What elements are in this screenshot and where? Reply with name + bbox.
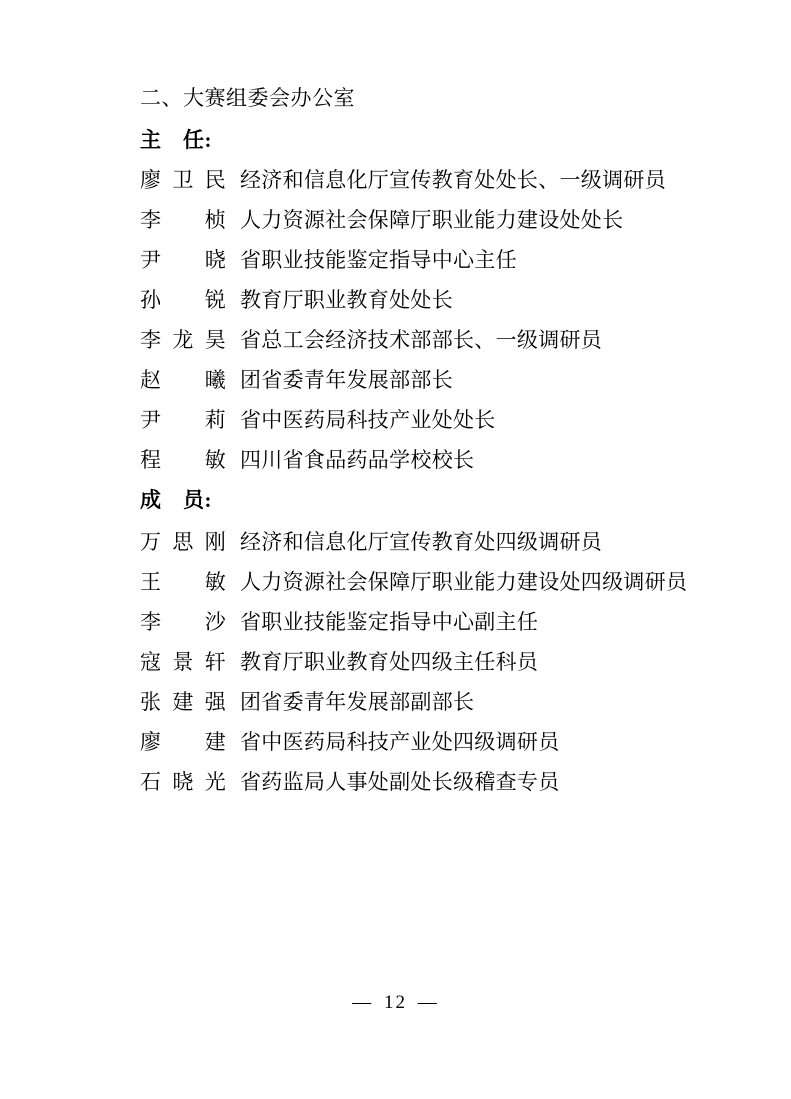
person-name: 赵 曦 xyxy=(140,368,226,392)
list-item xyxy=(140,360,695,400)
person-name: 尹 晓 xyxy=(140,248,226,272)
section-heading: 二、大赛组委会办公室 xyxy=(140,86,355,110)
list-item xyxy=(140,440,695,480)
list-item xyxy=(140,762,695,802)
person-title: 省中医药局科技产业处四级调研员 xyxy=(240,730,560,754)
person-title: 教育厅职业教育处四级主任科员 xyxy=(240,650,539,674)
person-name: 李 沙 xyxy=(140,610,226,634)
person-name: 程 敏 xyxy=(140,448,226,472)
page-number: 12 xyxy=(384,992,407,1013)
person-title: 省职业技能鉴定指导中心副主任 xyxy=(240,610,539,634)
director-heading: 主 任: xyxy=(140,128,212,152)
person-name: 寇景轩 xyxy=(140,650,226,674)
person-name: 尹 莉 xyxy=(140,408,226,432)
person-name: 廖卫民 xyxy=(140,168,226,192)
list-item xyxy=(140,562,695,602)
person-title: 团省委青年发展部副部长 xyxy=(240,690,475,714)
director-list xyxy=(140,160,695,480)
person-title: 经济和信息化厅宣传教育处处长、一级调研员 xyxy=(240,168,666,192)
list-item xyxy=(140,522,695,562)
person-title: 省职业技能鉴定指导中心主任 xyxy=(240,248,517,272)
person-name: 孙 锐 xyxy=(140,288,226,312)
person-title: 经济和信息化厅宣传教育处四级调研员 xyxy=(240,530,603,554)
member-heading: 成 员: xyxy=(140,488,212,512)
person-title: 教育厅职业教育处处长 xyxy=(240,288,453,312)
list-item xyxy=(140,240,695,280)
list-item xyxy=(140,280,695,320)
list-item xyxy=(140,722,695,762)
list-item xyxy=(140,602,695,642)
member-list xyxy=(140,522,695,802)
person-title: 省药监局人事处副处长级稽查专员 xyxy=(240,770,560,794)
person-title: 人力资源社会保障厅职业能力建设处四级调研员 xyxy=(240,570,688,594)
person-name: 万思刚 xyxy=(140,530,226,554)
person-title: 人力资源社会保障厅职业能力建设处处长 xyxy=(240,208,624,232)
person-name: 石晓光 xyxy=(140,770,226,794)
footer-dash-left: — xyxy=(352,992,374,1013)
list-item xyxy=(140,682,695,722)
person-name: 李龙昊 xyxy=(140,328,226,352)
list-item xyxy=(140,642,695,682)
page-footer xyxy=(0,992,791,1014)
person-title: 团省委青年发展部部长 xyxy=(240,368,453,392)
person-name: 张建强 xyxy=(140,690,226,714)
person-title: 四川省食品药品学校校长 xyxy=(240,448,475,472)
person-name: 李 桢 xyxy=(140,208,226,232)
person-title: 省中医药局科技产业处处长 xyxy=(240,408,496,432)
person-title: 省总工会经济技术部部长、一级调研员 xyxy=(240,328,603,352)
list-item xyxy=(140,320,695,360)
person-name: 廖 建 xyxy=(140,730,226,754)
list-item xyxy=(140,400,695,440)
list-item xyxy=(140,200,695,240)
list-item xyxy=(140,160,695,200)
footer-dash-right: — xyxy=(417,992,439,1013)
person-name: 王 敏 xyxy=(140,570,226,594)
